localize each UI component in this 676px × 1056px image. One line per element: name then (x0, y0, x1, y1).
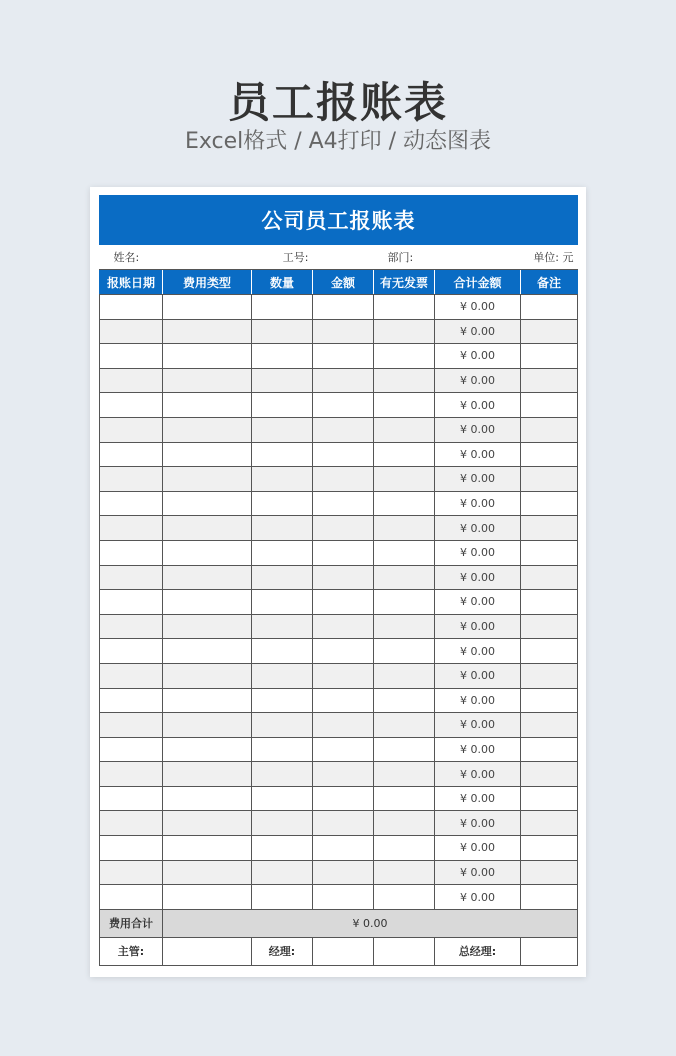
cell-type[interactable] (163, 713, 252, 738)
cell-remark[interactable] (521, 344, 578, 369)
cell-remark[interactable] (521, 860, 578, 885)
id-value[interactable] (313, 245, 374, 270)
cell-invoice[interactable] (374, 614, 435, 639)
table-row (100, 540, 578, 565)
cell-amount[interactable] (313, 688, 374, 713)
cell-invoice[interactable] (374, 639, 435, 664)
total-label: 费用合计 (100, 909, 163, 937)
cell-qty[interactable] (252, 368, 313, 393)
cell-remark[interactable] (521, 319, 578, 344)
cell-date[interactable] (100, 639, 163, 664)
cell-remark[interactable] (521, 737, 578, 762)
col-header-type: 费用类型 (163, 270, 252, 295)
cell-invoice[interactable] (374, 565, 435, 590)
cell-qty[interactable] (252, 344, 313, 369)
dept-label: 部门: (374, 245, 435, 270)
cell-amount[interactable] (313, 786, 374, 811)
cell-type[interactable] (163, 344, 252, 369)
cell-invoice[interactable] (374, 516, 435, 541)
cell-amount[interactable] (313, 836, 374, 861)
cell-invoice[interactable] (374, 319, 435, 344)
table-row (100, 467, 578, 492)
cell-type[interactable] (163, 540, 252, 565)
cell-subtotal: ¥ 0.00 (435, 467, 521, 492)
supervisor-label: 主管: (100, 937, 163, 965)
cell-qty[interactable] (252, 885, 313, 910)
cell-date[interactable] (100, 737, 163, 762)
header-row (100, 270, 578, 295)
cell-subtotal: ¥ 0.00 (435, 540, 521, 565)
cell-date[interactable] (100, 811, 163, 836)
table-row (100, 319, 578, 344)
cell-qty[interactable] (252, 491, 313, 516)
cell-invoice[interactable] (374, 540, 435, 565)
cell-amount[interactable] (313, 737, 374, 762)
cell-qty[interactable] (252, 811, 313, 836)
cell-remark[interactable] (521, 614, 578, 639)
signature-row (100, 937, 578, 965)
table-row (100, 417, 578, 442)
cell-qty[interactable] (252, 762, 313, 787)
cell-remark[interactable] (521, 590, 578, 615)
cell-remark[interactable] (521, 786, 578, 811)
cell-remark[interactable] (521, 639, 578, 664)
cell-type[interactable] (163, 811, 252, 836)
cell-remark[interactable] (521, 467, 578, 492)
cell-invoice[interactable] (374, 491, 435, 516)
cell-remark[interactable] (521, 663, 578, 688)
cell-subtotal: ¥ 0.00 (435, 737, 521, 762)
cell-invoice[interactable] (374, 762, 435, 787)
cell-qty[interactable] (252, 836, 313, 861)
cell-invoice[interactable] (374, 713, 435, 738)
manager-value-extra[interactable] (374, 937, 435, 965)
table-row (100, 442, 578, 467)
cell-type[interactable] (163, 368, 252, 393)
cell-invoice[interactable] (374, 295, 435, 320)
cell-qty[interactable] (252, 442, 313, 467)
expense-table (99, 195, 578, 966)
sheet-title: 公司员工报账表 (100, 196, 578, 245)
cell-qty[interactable] (252, 639, 313, 664)
cell-date[interactable] (100, 713, 163, 738)
name-label: 姓名: (100, 245, 163, 270)
cell-subtotal: ¥ 0.00 (435, 762, 521, 787)
hero-title: 员工报账表 (227, 78, 448, 127)
cell-type[interactable] (163, 319, 252, 344)
table-row (100, 393, 578, 418)
cell-amount[interactable] (313, 713, 374, 738)
cell-type[interactable] (163, 590, 252, 615)
cell-type[interactable] (163, 393, 252, 418)
cell-type[interactable] (163, 516, 252, 541)
cell-qty[interactable] (252, 295, 313, 320)
cell-date[interactable] (100, 590, 163, 615)
cell-subtotal: ¥ 0.00 (435, 491, 521, 516)
cell-subtotal: ¥ 0.00 (435, 368, 521, 393)
cell-type[interactable] (163, 786, 252, 811)
total-value: ¥ 0.00 (163, 909, 578, 937)
table-row (100, 713, 578, 738)
cell-qty[interactable] (252, 417, 313, 442)
table-row (100, 860, 578, 885)
cell-date[interactable] (100, 319, 163, 344)
cell-amount[interactable] (313, 467, 374, 492)
cell-amount[interactable] (313, 639, 374, 664)
cell-date[interactable] (100, 786, 163, 811)
cell-invoice[interactable] (374, 442, 435, 467)
cell-date[interactable] (100, 836, 163, 861)
cell-qty[interactable] (252, 663, 313, 688)
cell-remark[interactable] (521, 713, 578, 738)
cell-amount[interactable] (313, 762, 374, 787)
cell-amount[interactable] (313, 393, 374, 418)
cell-subtotal: ¥ 0.00 (435, 885, 521, 910)
cell-subtotal: ¥ 0.00 (435, 344, 521, 369)
cell-remark[interactable] (521, 811, 578, 836)
cell-subtotal: ¥ 0.00 (435, 442, 521, 467)
cell-invoice[interactable] (374, 786, 435, 811)
cell-amount[interactable] (313, 885, 374, 910)
table-row (100, 295, 578, 320)
cell-qty[interactable] (252, 319, 313, 344)
cell-amount[interactable] (313, 344, 374, 369)
cell-date[interactable] (100, 393, 163, 418)
cell-subtotal: ¥ 0.00 (435, 516, 521, 541)
cell-type[interactable] (163, 491, 252, 516)
cell-invoice[interactable] (374, 368, 435, 393)
manager-label: 经理: (252, 937, 313, 965)
cell-type[interactable] (163, 295, 252, 320)
cell-date[interactable] (100, 885, 163, 910)
cell-qty[interactable] (252, 467, 313, 492)
cell-subtotal: ¥ 0.00 (435, 590, 521, 615)
cell-qty[interactable] (252, 565, 313, 590)
table-row (100, 885, 578, 910)
cell-remark[interactable] (521, 442, 578, 467)
unit-label: 单位: 元 (521, 245, 578, 270)
table-row (100, 565, 578, 590)
cell-subtotal: ¥ 0.00 (435, 295, 521, 320)
cell-date[interactable] (100, 540, 163, 565)
cell-qty[interactable] (252, 786, 313, 811)
supervisor-value[interactable] (163, 937, 252, 965)
cell-invoice[interactable] (374, 688, 435, 713)
table-row (100, 491, 578, 516)
cell-amount[interactable] (313, 491, 374, 516)
cell-subtotal: ¥ 0.00 (435, 417, 521, 442)
cell-subtotal: ¥ 0.00 (435, 663, 521, 688)
table-row (100, 762, 578, 787)
cell-remark[interactable] (521, 565, 578, 590)
cell-subtotal: ¥ 0.00 (435, 614, 521, 639)
cell-amount[interactable] (313, 663, 374, 688)
cell-amount[interactable] (313, 590, 374, 615)
cell-subtotal: ¥ 0.00 (435, 319, 521, 344)
cell-invoice[interactable] (374, 590, 435, 615)
cell-subtotal: ¥ 0.00 (435, 565, 521, 590)
cell-date[interactable] (100, 516, 163, 541)
col-header-date: 报账日期 (100, 270, 163, 295)
col-header-remark: 备注 (521, 270, 578, 295)
cell-subtotal: ¥ 0.00 (435, 713, 521, 738)
expense-sheet (90, 187, 586, 977)
cell-type[interactable] (163, 885, 252, 910)
table-row (100, 786, 578, 811)
cell-amount[interactable] (313, 811, 374, 836)
cell-remark[interactable] (521, 368, 578, 393)
cell-date[interactable] (100, 688, 163, 713)
cell-qty[interactable] (252, 614, 313, 639)
cell-type[interactable] (163, 836, 252, 861)
id-label: 工号: (252, 245, 313, 270)
hero-subtitle: Excel格式 / A4打印 / 动态图表 (184, 129, 492, 154)
cell-amount[interactable] (313, 368, 374, 393)
cell-subtotal: ¥ 0.00 (435, 639, 521, 664)
cell-invoice[interactable] (374, 885, 435, 910)
cell-date[interactable] (100, 491, 163, 516)
cell-date[interactable] (100, 417, 163, 442)
cell-invoice[interactable] (374, 393, 435, 418)
cell-remark[interactable] (521, 885, 578, 910)
cell-type[interactable] (163, 417, 252, 442)
cell-remark[interactable] (521, 540, 578, 565)
cell-amount[interactable] (313, 614, 374, 639)
table-row (100, 639, 578, 664)
cell-qty[interactable] (252, 590, 313, 615)
table-row (100, 614, 578, 639)
cell-subtotal: ¥ 0.00 (435, 811, 521, 836)
cell-invoice[interactable] (374, 344, 435, 369)
cell-date[interactable] (100, 663, 163, 688)
cell-qty[interactable] (252, 713, 313, 738)
cell-qty[interactable] (252, 860, 313, 885)
table-row (100, 344, 578, 369)
col-header-subtotal: 合计金额 (435, 270, 521, 295)
cell-remark[interactable] (521, 417, 578, 442)
cell-invoice[interactable] (374, 860, 435, 885)
cell-type[interactable] (163, 860, 252, 885)
table-row (100, 516, 578, 541)
cell-qty[interactable] (252, 737, 313, 762)
cell-qty[interactable] (252, 516, 313, 541)
cell-date[interactable] (100, 295, 163, 320)
cell-invoice[interactable] (374, 836, 435, 861)
cell-invoice[interactable] (374, 811, 435, 836)
cell-subtotal: ¥ 0.00 (435, 393, 521, 418)
cell-subtotal: ¥ 0.00 (435, 786, 521, 811)
cell-date[interactable] (100, 442, 163, 467)
table-row (100, 688, 578, 713)
cell-date[interactable] (100, 565, 163, 590)
cell-amount[interactable] (313, 295, 374, 320)
cell-invoice[interactable] (374, 663, 435, 688)
col-header-qty: 数量 (252, 270, 313, 295)
cell-type[interactable] (163, 688, 252, 713)
cell-date[interactable] (100, 762, 163, 787)
cell-subtotal: ¥ 0.00 (435, 836, 521, 861)
table-row (100, 368, 578, 393)
cell-date[interactable] (100, 368, 163, 393)
table-row (100, 836, 578, 861)
cell-date[interactable] (100, 467, 163, 492)
cell-amount[interactable] (313, 860, 374, 885)
dept-value[interactable] (435, 245, 521, 270)
cell-amount[interactable] (313, 540, 374, 565)
cell-type[interactable] (163, 762, 252, 787)
cell-invoice[interactable] (374, 467, 435, 492)
cell-remark[interactable] (521, 295, 578, 320)
cell-remark[interactable] (521, 393, 578, 418)
col-header-invoice: 有无发票 (374, 270, 435, 295)
table-row (100, 737, 578, 762)
manager-value[interactable] (313, 937, 374, 965)
cell-invoice[interactable] (374, 737, 435, 762)
col-header-amount: 金额 (313, 270, 374, 295)
table-row (100, 663, 578, 688)
cell-date[interactable] (100, 614, 163, 639)
cell-amount[interactable] (313, 417, 374, 442)
cell-type[interactable] (163, 614, 252, 639)
cell-amount[interactable] (313, 516, 374, 541)
cell-subtotal: ¥ 0.00 (435, 860, 521, 885)
gm-label: 总经理: (435, 937, 521, 965)
cell-amount[interactable] (313, 442, 374, 467)
cell-date[interactable] (100, 860, 163, 885)
cell-remark[interactable] (521, 836, 578, 861)
cell-type[interactable] (163, 639, 252, 664)
cell-remark[interactable] (521, 516, 578, 541)
cell-remark[interactable] (521, 762, 578, 787)
cell-qty[interactable] (252, 688, 313, 713)
total-row (100, 909, 578, 937)
cell-type[interactable] (163, 565, 252, 590)
cell-subtotal: ¥ 0.00 (435, 688, 521, 713)
name-value[interactable] (163, 245, 252, 270)
cell-amount[interactable] (313, 565, 374, 590)
cell-type[interactable] (163, 442, 252, 467)
cell-remark[interactable] (521, 688, 578, 713)
cell-remark[interactable] (521, 491, 578, 516)
cell-date[interactable] (100, 344, 163, 369)
gm-value[interactable] (521, 937, 578, 965)
cell-type[interactable] (163, 467, 252, 492)
cell-invoice[interactable] (374, 417, 435, 442)
cell-qty[interactable] (252, 393, 313, 418)
cell-amount[interactable] (313, 319, 374, 344)
cell-type[interactable] (163, 663, 252, 688)
table-row (100, 590, 578, 615)
cell-qty[interactable] (252, 540, 313, 565)
table-row (100, 811, 578, 836)
cell-type[interactable] (163, 737, 252, 762)
